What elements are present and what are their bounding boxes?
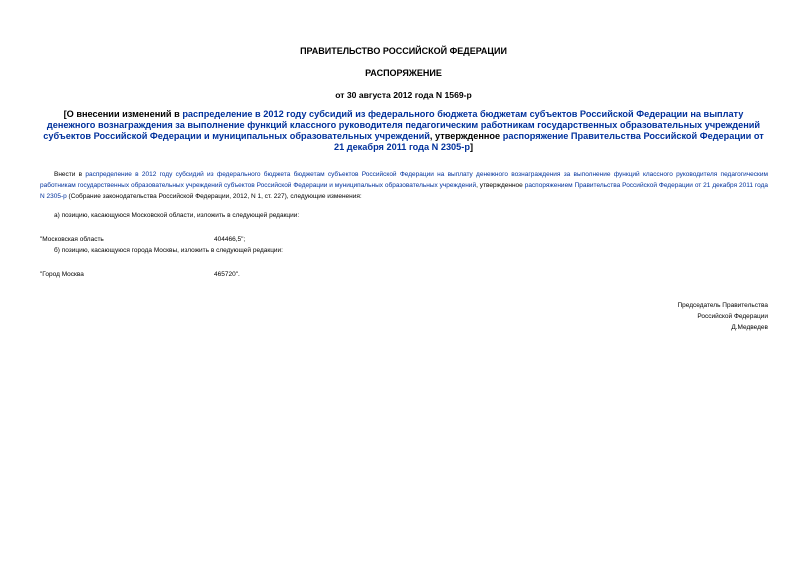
government-heading: ПРАВИТЕЛЬСТВО РОССИЙСКОЙ ФЕДЕРАЦИИ	[300, 46, 507, 56]
row-moscow-region-value: 404466,5";	[214, 236, 246, 243]
signature-position-line1: Председатель Правительства	[677, 302, 768, 309]
row-moscow-city-value: 465720".	[214, 271, 240, 278]
signature-name: Д.Медведев	[731, 324, 768, 331]
row-moscow-city-name: "Город Москва	[40, 271, 84, 278]
title-close-text: ]	[469, 142, 474, 152]
item-a-text: а) позицию, касающуюся Московской области, изложить в следующей редакции:	[54, 212, 300, 219]
title-link-order[interactable]: распоряжение Правительства Российской Федерации от 21 декабря 2011 года N 2305-р	[333, 131, 764, 152]
paragraph-link-order[interactable]: распоряжением Правительства Российской Федерации от 21 декабря 2011 года N 2305-р	[40, 181, 768, 200]
paragraph-link-distribution[interactable]: распределение в 2012 году субсидий из федерального бюджета бюджетам субъектов Российской Федерации на выплату денежного вознаграждения за выполнение функций классного руководителя педагогическим работникам государственных образовательных учреждений субъектов Российской Федерации и муниципальных образовательных учреждений	[40, 171, 768, 189]
signature-block	[677, 300, 768, 333]
paragraph-middle-text: , утвержденное	[476, 181, 525, 189]
item-b-text: б) позицию, касающуюся города Москвы, изложить в следующей редакции:	[54, 247, 283, 254]
row-moscow-region-name: "Московская область	[40, 236, 104, 243]
title-link-distribution[interactable]: распределение в 2012 году субсидий из федерального бюджета бюджетам субъектов Российской Федерации на выплату денежного вознаграждения за выполнение функций классного руководителя педагогическим работникам государственных образовательных учреждений субъектов Российской Федерации и муниципальных образовательных учреждений	[43, 109, 761, 141]
signature-position-line2: Российской Федерации	[697, 313, 768, 320]
paragraph-start-text: Внести в	[54, 171, 86, 178]
title-middle-text: , утвержденное	[429, 131, 503, 141]
document-title	[40, 109, 767, 153]
title-open-text: [О внесении изменений в	[63, 109, 183, 119]
document-type-heading: РАСПОРЯЖЕНИЕ	[365, 68, 442, 78]
main-paragraph	[40, 170, 768, 202]
document-date-number: от 30 августа 2012 года N 1569-р	[335, 90, 472, 100]
paragraph-end-text: (Собрание законодательства Российской Федерации, 2012, N 1, ст. 227), следующие изменения:	[66, 192, 362, 200]
